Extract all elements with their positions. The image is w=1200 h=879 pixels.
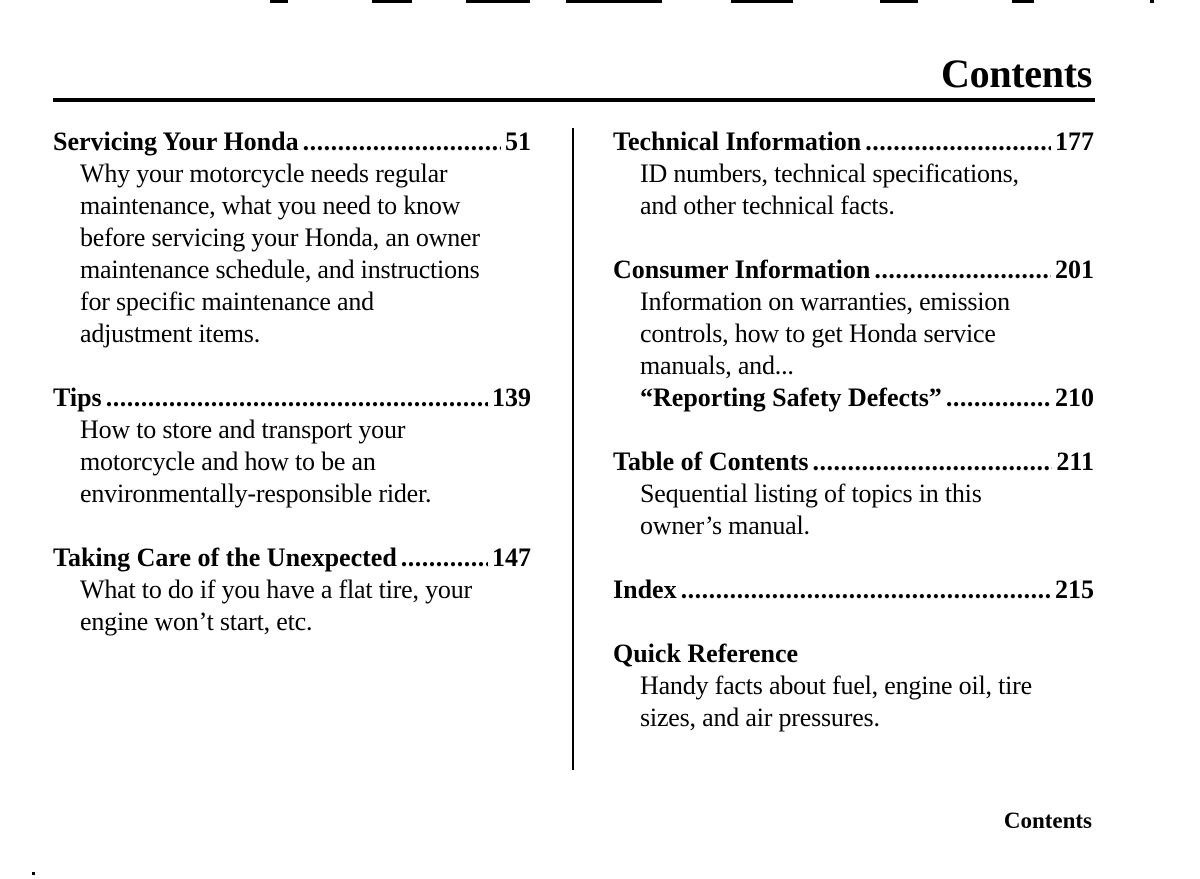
description-line: manuals, and... — [640, 351, 794, 380]
description-line: environmentally-responsible rider. — [80, 479, 432, 508]
dot-leader — [401, 542, 488, 574]
dot-leader — [865, 126, 1051, 158]
description-line: owner’s manual. — [640, 511, 810, 540]
dot-leader — [946, 382, 1051, 414]
toc-entry-page: 201 — [1055, 255, 1094, 284]
left-column — [53, 126, 531, 670]
description-line: Sequential listing of topics in this — [640, 479, 982, 508]
tab-mark — [1150, 0, 1154, 3]
description-line: ID numbers, technical specifications, — [640, 159, 1019, 188]
toc-entry-unexpected[interactable] — [53, 542, 531, 638]
toc-entry-description — [613, 670, 1094, 734]
toc-entry-title: Servicing Your Honda — [53, 127, 299, 156]
toc-entry-description — [613, 158, 1094, 222]
tab-mark — [372, 0, 412, 3]
tab-mark — [1012, 0, 1034, 3]
toc-entry-page: 147 — [492, 543, 531, 572]
dot-leader — [303, 126, 501, 158]
toc-entry-title: Taking Care of the Unexpected — [53, 543, 397, 572]
description-line: Handy facts about fuel, engine oil, tire — [640, 671, 1032, 700]
toc-entry-page: 177 — [1055, 127, 1094, 156]
toc-entry-heading[interactable] — [53, 126, 531, 158]
toc-entry-heading[interactable] — [53, 382, 531, 414]
dot-leader — [874, 254, 1051, 286]
toc-entry-heading[interactable] — [613, 638, 1094, 670]
toc-entry-title: Index — [613, 575, 677, 604]
toc-sub-entry-page: 210 — [1055, 383, 1094, 412]
toc-entry-title: Table of Contents — [613, 447, 809, 476]
toc-entry-title: Tips — [53, 383, 102, 412]
toc-entry-tips[interactable] — [53, 382, 531, 510]
dot-leader — [813, 446, 1053, 478]
right-column — [613, 126, 1094, 766]
toc-entry-description — [53, 414, 531, 510]
toc-sub-entry-title: “Reporting Safety Defects” — [640, 383, 942, 412]
tab-mark — [566, 0, 662, 3]
toc-entry-technical[interactable] — [613, 126, 1094, 222]
footer-section-label: Contents — [1003, 808, 1092, 833]
description-line: before servicing your Honda, an owner — [80, 223, 480, 252]
toc-entry-description — [613, 478, 1094, 542]
dot-leader — [106, 382, 488, 414]
tab-mark — [731, 0, 793, 3]
description-line: Why your motorcycle needs regular — [80, 159, 448, 188]
description-line: maintenance, what you need to know — [80, 191, 461, 220]
toc-entry-title: Technical Information — [613, 127, 862, 156]
description-line: maintenance schedule, and instructions — [80, 255, 480, 284]
description-line: for specific maintenance and — [80, 287, 374, 316]
toc-entry-title: Quick Reference — [613, 639, 799, 668]
toc-entry-quick-reference[interactable] — [613, 638, 1094, 734]
toc-entry-description — [613, 286, 1094, 382]
description-line: How to store and transport your — [80, 415, 406, 444]
tab-mark — [466, 0, 530, 3]
description-line: engine won’t start, etc. — [80, 607, 313, 636]
page-title: Contents — [941, 51, 1092, 96]
toc-entry-description — [53, 158, 531, 350]
column-divider — [572, 128, 574, 770]
toc-entry-heading[interactable] — [613, 254, 1094, 286]
toc-entry-page: 51 — [505, 127, 531, 156]
toc-entry-page: 211 — [1056, 447, 1094, 476]
toc-entry-consumer[interactable] — [613, 254, 1094, 414]
dot-leader — [681, 574, 1051, 606]
description-line: sizes, and air pressures. — [640, 703, 880, 732]
description-line: motorcycle and how to be an — [80, 447, 376, 476]
toc-sub-entry-safety-defects[interactable] — [613, 382, 1094, 414]
toc-entry-page: 139 — [492, 383, 531, 412]
title-rule — [53, 98, 1095, 102]
description-line: Information on warranties, emission — [640, 287, 1010, 316]
description-line: controls, how to get Honda service — [640, 319, 996, 348]
toc-entry-page: 215 — [1055, 575, 1094, 604]
section-tab-marks — [0, 0, 1200, 8]
print-mark — [32, 872, 35, 875]
toc-entry-index[interactable] — [613, 574, 1094, 606]
tab-mark — [880, 0, 918, 3]
tab-mark — [270, 0, 288, 3]
description-line: What to do if you have a flat tire, your — [80, 575, 472, 604]
toc-entry-heading[interactable] — [613, 574, 1094, 606]
toc-entry-heading[interactable] — [613, 126, 1094, 158]
description-line: adjustment items. — [80, 319, 261, 348]
toc-entry-heading[interactable] — [613, 446, 1094, 478]
toc-entry-title: Consumer Information — [613, 255, 871, 284]
toc-entry-servicing[interactable] — [53, 126, 531, 350]
toc-entry-table-of-contents[interactable] — [613, 446, 1094, 542]
description-line: and other technical facts. — [640, 191, 895, 220]
toc-entry-description — [53, 574, 531, 638]
toc-entry-heading[interactable] — [53, 542, 531, 574]
